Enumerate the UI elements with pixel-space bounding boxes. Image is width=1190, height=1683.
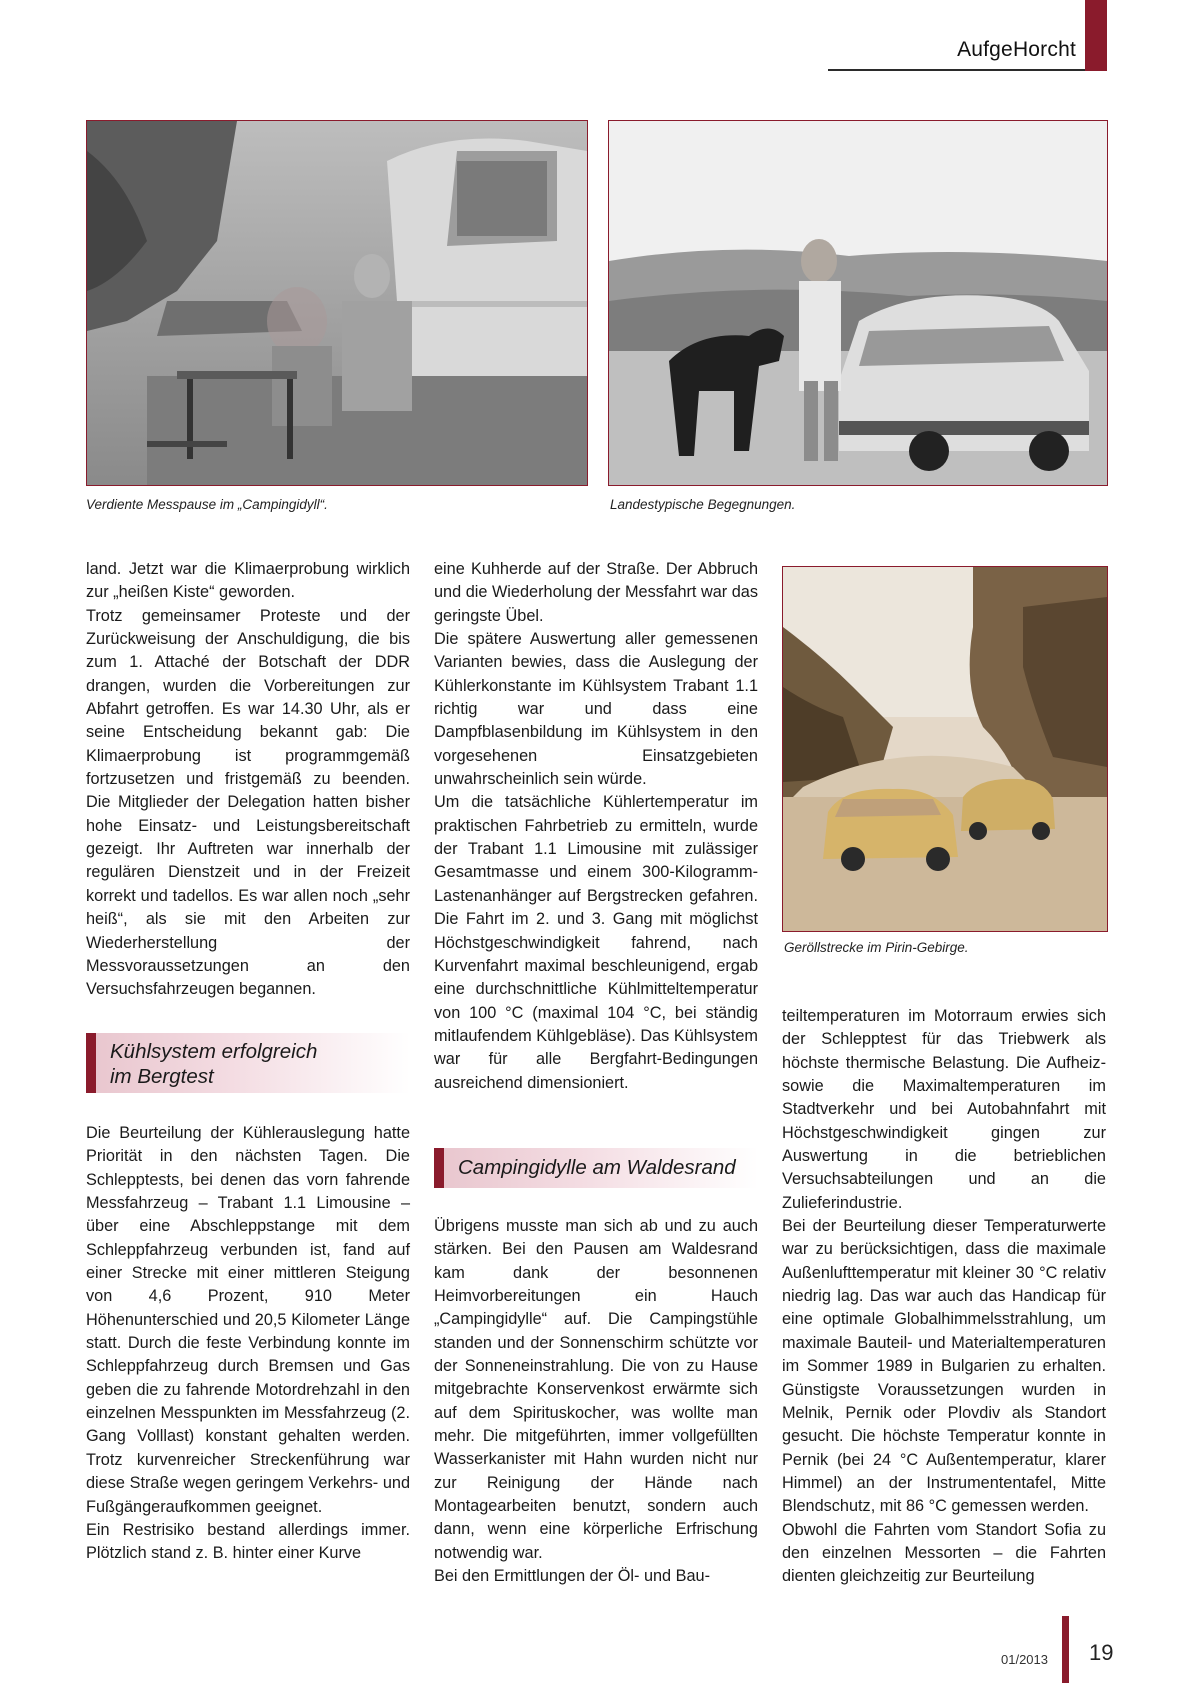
issue-number: 01/2013: [1001, 1652, 1048, 1667]
subheading-camping: [434, 1148, 758, 1188]
subheading-line: Campingidylle am Waldesrand: [458, 1156, 736, 1179]
section-title: AufgeHorcht: [957, 38, 1076, 61]
paragraph: Übrigens musste man sich ab und zu auch stärken. Bei den Pausen am Waldesrand kam dank der besonnenen Heimvorbereitungen ein Hauch „Campingidylle“ auf. Die Campingstühle standen und der Sonnenschirm schützte vor der Sonneneinstrahlung. Die von zu Hause mitgebrachte Konservenkost erwärmte sich auf dem Spirituskocher, was wollte man mehr. Die mitgeführten, immer vollgefüllten Wasserkanister mit Hahn wurden nicht nur zur Reinigung der Hände nach Montagearbeiten benutzt, sondern auch dann, wenn eine körperliche Erfrischung notwendig war.: [434, 1217, 758, 1562]
paragraph: Obwohl die Fahrten vom Standort Sofia zu den einzelnen Messorten – die Fahrten dienten gleichzeitig zur Beurteilung: [782, 1520, 1106, 1586]
paragraph: Die Beurteilung der Kühlerauslegung hatte Priorität in den nächsten Tagen. Die Schlepptests, bei denen das vorn fahrende Messfahrzeug – Trabant 1.1 Limousine – über eine Abschleppstange mit dem Schleppfahrzeug verbunden ist, fand auf einer Strecke mit einer mittleren Steigung von 4,6 Prozent, 910 Meter Höhenunterschied und 20,5 Kilometer Länge statt. Durch die feste Verbindung konnte im Schleppfahrzeug durch Bremsen und Gas geben die zu fahrende Motordrehzahl in den einzelnen Messpunkten im Messfahrzeug (2. Gang Volllast) konstant gehalten werden. Trotz kurvenreicher Streckenführung war diese Straße wegen geringem Verkehrs- und Fußgängeraufkommen geeignet.: [86, 1124, 410, 1516]
subheading-cooling-system: [86, 1033, 410, 1093]
page-number: 19: [1089, 1640, 1114, 1665]
paragraph: Bei der Beurteilung dieser Temperaturwerte war zu berücksichtigen, dass die maximale Außenlufttemperatur mit kleiner 30 °C relativ niedrig lag. Das war auch das Handicap für eine optimale Globalhimmelsstrahlung, um maximale Bauteil- und Materialtemperaturen im Sommer 1989 in Bulgarien zu erhalten. Günstigste Voraussetzungen wurden in Melnik, Pernik oder Plovdiv als Standort gesucht. Die höchste Temperatur konnte in Pernik (bei 24 °C Außentemperatur, klarer Himmel) an der Instrumententafel, Mitte Blendschutz, mit 86 °C gemessen werden.: [782, 1217, 1106, 1516]
subheading-line: Kühlsystem erfolgreich: [110, 1040, 318, 1063]
photo-donkey-encounter: [608, 120, 1108, 486]
paragraph: Die spätere Auswertung aller gemessenen Varianten bewies, dass die Auslegung der Kühlerkonstante im Kühlsystem Trabant 1.1 richtig war und dass eine Dampfblasenbildung im Kühlsystem in den vorgesehenen Einsatzgebieten unwahrscheinlich sein würde.: [434, 630, 758, 789]
footer-accent-bar: [1062, 1616, 1069, 1683]
text-column-1: [86, 558, 410, 1002]
text-column-3: [782, 1005, 1106, 1589]
photo-camping-break: [86, 120, 588, 486]
paragraph: Ein Restrisiko bestand allerdings immer. Plötzlich stand z. B. hinter einer Kurve: [86, 1520, 410, 1563]
photo-caption-3: Geröllstrecke im Pirin-Gebirge.: [784, 940, 969, 955]
subheading-line: im Bergtest: [110, 1065, 214, 1088]
photo-caption-2: Landestypische Begegnungen.: [610, 497, 796, 512]
paragraph: teiltemperaturen im Motorraum erwies sich der Schlepptest für das Triebwerk als höchste thermische Belastung. Die Aufheiz- sowie die Maximaltemperaturen im Stadtverkehr und bei Autobahnfahrt mit Höchstgeschwindigkeit gingen zur Auswertung in die betrieblichen Versuchsabteilungen und an die Zulieferindustrie.: [782, 1007, 1106, 1212]
header-rule: [828, 69, 1106, 71]
paragraph: Bei den Ermittlungen der Öl- und Bau-: [434, 1567, 711, 1586]
paragraph: land. Jetzt war die Klimaerprobung wirklich zur „heißen Kiste“ geworden.: [86, 560, 410, 602]
paragraph: Um die tatsächliche Kühlertemperatur im praktischen Fahrbetrieb zu ermitteln, wurde der Trabant 1.1 Limousine mit zulässiger Gesamtmasse und einem 300-Kilogramm-Lastenanhänger auf Bergstrecken gefahren. Die Fahrt im 2. und 3. Gang mit möglichst Höchstgeschwindigkeit fahrend, nach Kurvenfahrt maximal beschleunigend, ergab eine durchschnittliche Kühlmitteltemperatur von 100 °C (maximal 104 °C, bei ständig mitlaufendem Kühlgebläse). Das Kühlsystem war für alle Bergfahrt-Bedingungen ausreichend dimensioniert.: [434, 793, 758, 1092]
photo-caption-1: Verdiente Messpause im „Campingidyll“.: [86, 497, 328, 512]
text-column-2-continued: [434, 1215, 758, 1589]
header-accent-bar: [1085, 0, 1107, 71]
paragraph: eine Kuhherde auf der Straße. Der Abbruch und die Wiederholung der Messfahrt war das geringste Übel.: [434, 560, 758, 625]
paragraph: Trotz gemeinsamer Proteste und der Zurückweisung der Anschuldigung, die bis zum 1. Attaché der Botschaft der DDR drangen, wurden die Vorbereitungen zur Abfahrt getroffen. Es war 14.30 Uhr, als er seine Entscheidung bekannt gab: Die Klimaerprobung ist programmgemäß fortzusetzen und fristgemäß zu beenden. Die Mitglieder der Delegation hatten bisher hohe Einsatz- und Leistungsbereitschaft gezeigt. Ihr Auftreten war innerhalb der regulären Dienstzeit und in der Freizeit korrekt und tadellos. Es war allen noch „sehr heiß“, als sie mit den Arbeiten zur Wiederherstellung der Messvoraussetzungen an den Versuchsfahrzeugen begannen.: [86, 606, 410, 999]
text-column-1-continued: [86, 1122, 410, 1566]
text-column-2: [434, 558, 758, 1095]
photo-pirin-mountains: [782, 566, 1108, 932]
